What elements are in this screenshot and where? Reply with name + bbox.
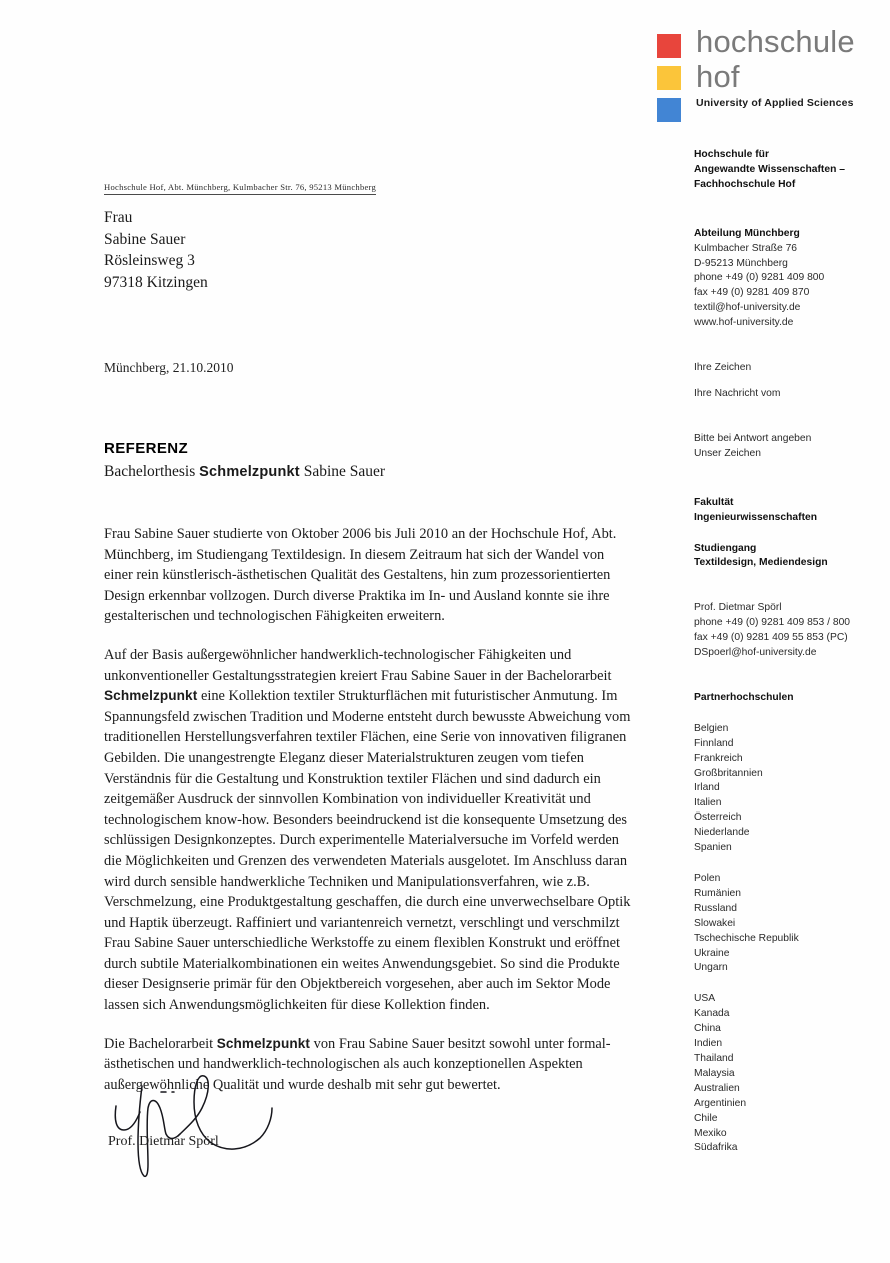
partners-group-europe-west (694, 722, 890, 856)
partner-country: Malaysia (694, 1067, 735, 1079)
signature-area (100, 1068, 400, 1183)
partner-country: Frankreich (694, 752, 743, 764)
partner-country: Finnland (694, 737, 734, 749)
sender-return-address: Hochschule Hof, Abt. Münchberg, Kulmbacher Str. 76, 95213 Münchberg (104, 182, 376, 195)
partner-country: Ukraine (694, 947, 730, 959)
department-email[interactable]: textil@hof-university.de (694, 302, 801, 314)
contact-person-phone: phone +49 (0) 9281 409 853 / 800 (694, 617, 851, 629)
paragraph-2-thesis-title: Schmelzpunkt (104, 688, 198, 704)
partners-heading: Partnerhochschulen (694, 691, 794, 703)
faculty-block (694, 496, 890, 526)
partner-country: China (694, 1023, 721, 1035)
paragraph-2-text-before: Auf der Basis außergewöhnlicher handwerklich-technologischer Fähigkeiten und unkonventioneller Gestaltungsstrategien kreiert Frau Sabine Sauer in der Bachelorarbeit (104, 646, 612, 684)
institution-line-1: Hochschule für (694, 149, 769, 160)
partner-country: Mexiko (694, 1127, 727, 1139)
subject-suffix: Sabine Sauer (299, 463, 386, 480)
our-reference-block (694, 432, 890, 462)
partner-country: Südafrika (694, 1142, 738, 1154)
subject-subtitle (104, 463, 385, 481)
partner-country: Argentinien (694, 1097, 747, 1109)
partners-group-europe-east (694, 872, 890, 976)
your-reference-block (694, 361, 890, 402)
partner-country: Ungarn (694, 962, 728, 974)
partner-country: Indien (694, 1038, 723, 1050)
partner-universities-block (694, 691, 890, 1156)
field-unser-zeichen: Unser Zeichen (694, 447, 761, 459)
contact-person-block (694, 601, 890, 661)
recipient-address-block (104, 207, 208, 293)
subject-thesis-title: Schmelzpunkt (199, 464, 300, 480)
subject-prefix: Bachelorthesis (104, 463, 200, 480)
logo-tagline: University of Applied Sciences (696, 97, 854, 109)
institution-line-2: Angewandte Wissenschaften – (694, 163, 845, 175)
faculty-heading: Fakultät (694, 496, 734, 508)
paragraph-3-thesis-title: Schmelzpunkt (216, 1035, 311, 1051)
recipient-salutation: Frau (104, 209, 133, 226)
recipient-street: Rösleinsweg 3 (104, 252, 195, 269)
hochschule-hof-logo (657, 24, 890, 130)
paragraph-3-text-after: von Frau Sabine Sauer besitzt sowohl unter formal-ästhetischen und handwerklich-technologischen als auch konzeptionellen Aspekten außergewöhnliche Qualität und wurde deshalb mit sehr gut bewertet. (104, 1035, 611, 1093)
program-value: Textildesign, Mediendesign (694, 557, 828, 569)
letterhead-sidebar (694, 148, 890, 1156)
partner-country: Tschechische Republik (694, 932, 799, 944)
partner-country: Russland (694, 902, 737, 914)
department-block (694, 227, 890, 331)
partner-country: Thailand (694, 1052, 734, 1064)
date-line: Münchberg, 21.10.2010 (104, 360, 234, 375)
partner-country: Belgien (694, 722, 729, 734)
paragraph-2-text-after: eine Kollektion textiler Strukturflächen mit futuristischer Anmutung. Im Spannungsfeld zwischen Tradition und Moderne entsteht durch bewusste Abweichung vom traditionellen Herstellungsverfahren textiler Flächen, eine Serie von innovativen filigranen Gebilden. Die unangestrengte Eleganz dieser Materialstrukturen zeugen vom tiefen Verständnis für die Gestaltung und Konstruktion textiler Flächen und sind dadurch ein zeitgemäßer Ausdruck der sinnvollen Kombination von individueller Kreativität und technologischem know-how. Besonders beeindruckend ist die konsequente Umsetzung des schlüssigen Designkonzeptes. Durch experimentelle Materialversuche im Vorfeld werden die Möglichkeiten und Grenzen des verwendeten Materials ausgelotet. Im Anschluss daran wird durch sensible handwerkliche Techniken und Manipulationsverfahren, wie z.B. Verschmelzung, eine Produktgestaltung geschaffen, die durch eine unverwechselbare Optik und Haptik überzeugt. Raffiniert und variantenreich vernetzt, verschlingt und verschmilzt Frau Sabine Sauer unterschiedliche Werkstoffe zu einem flexiblen Konstrukt und eröffnet durch subtile Materialkombinationen ein weites Anwendungsgebiet. So sind die Produkte dieser Designserie primär für den Objektbereich vorgesehen, aber auch im Sektor Mode lassen sich Anwendungsmöglichkeiten für diese Kollektion finden. (104, 688, 631, 1014)
department-city: D-95213 Münchberg (694, 257, 788, 269)
paragraph-3-text-before: Die Bachelorarbeit (104, 1035, 217, 1052)
logo-wordmark (696, 24, 855, 109)
handwritten-signature-icon (100, 1068, 400, 1183)
field-ihre-nachricht-vom: Ihre Nachricht vom (694, 387, 781, 399)
partner-country: Kanada (694, 1008, 730, 1020)
department-fax: fax +49 (0) 9281 409 870 (694, 287, 810, 299)
subject-block (104, 440, 385, 481)
logo-squares (657, 30, 683, 130)
letter-body (104, 524, 634, 1095)
department-street: Kulmbacher Straße 76 (694, 242, 798, 254)
institution-block (694, 148, 890, 193)
partner-country: Italien (694, 797, 722, 809)
department-heading: Abteilung Münchberg (694, 227, 800, 239)
logo-word-hochschule: hochschule (696, 24, 855, 59)
program-heading: Studiengang (694, 542, 757, 554)
partner-country: Slowakei (694, 917, 736, 929)
partner-country: Irland (694, 782, 720, 794)
logo-word-hof: hof (696, 59, 740, 94)
field-ihre-zeichen: Ihre Zeichen (694, 362, 752, 374)
body-paragraph-1: Frau Sabine Sauer studierte von Oktober 2006 bis Juli 2010 an der Hochschule Hof, Abt. Münchberg, im Studiengang Textildesign. In diesem Zeitraum hat sich der Wandel von einer rein künstlerisch-ästhetischen Qualität des Gestaltens, hin zum prozessorientierten Design erkennbar vollzogen. Durch diverse Praktika im In- und Ausland konnte sie ihre gestalterischen und technologischen Fähigkeiten erweitern. (104, 526, 617, 625)
contact-person-email[interactable]: DSpoerl@hof-university.de (694, 647, 817, 659)
partner-country: USA (694, 993, 716, 1005)
department-phone: phone +49 (0) 9281 409 800 (694, 272, 825, 284)
partner-country: Spanien (694, 842, 732, 854)
contact-person-fax: fax +49 (0) 9281 409 55 853 (PC) (694, 632, 848, 644)
yellow-square-icon (657, 66, 681, 90)
institution-line-3: Fachhochschule Hof (694, 178, 796, 190)
contact-person-name: Prof. Dietmar Spörl (694, 602, 782, 614)
reply-note: Bitte bei Antwort angeben (694, 432, 812, 444)
recipient-name: Sabine Sauer (104, 230, 186, 248)
partner-country: Österreich (694, 812, 742, 824)
program-block (694, 542, 890, 572)
department-website[interactable]: www.hof-university.de (694, 317, 794, 329)
faculty-value: Ingenieurwissenschaften (694, 511, 818, 523)
partner-country: Rumänien (694, 887, 741, 899)
blue-square-icon (657, 98, 681, 122)
partner-country: Niederlande (694, 827, 750, 839)
partners-group-overseas (694, 992, 890, 1156)
subject-heading: REFERENZ (104, 440, 189, 457)
red-square-icon (657, 34, 681, 58)
partner-country: Polen (694, 873, 721, 884)
signature-name: Prof. Dietmar Spörl (108, 1134, 219, 1149)
partner-country: Chile (694, 1112, 718, 1124)
partner-country: Großbritannien (694, 767, 763, 779)
body-paragraph-2 (104, 645, 634, 1016)
recipient-city: 97318 Kitzingen (104, 273, 208, 291)
partner-country: Australien (694, 1082, 740, 1094)
